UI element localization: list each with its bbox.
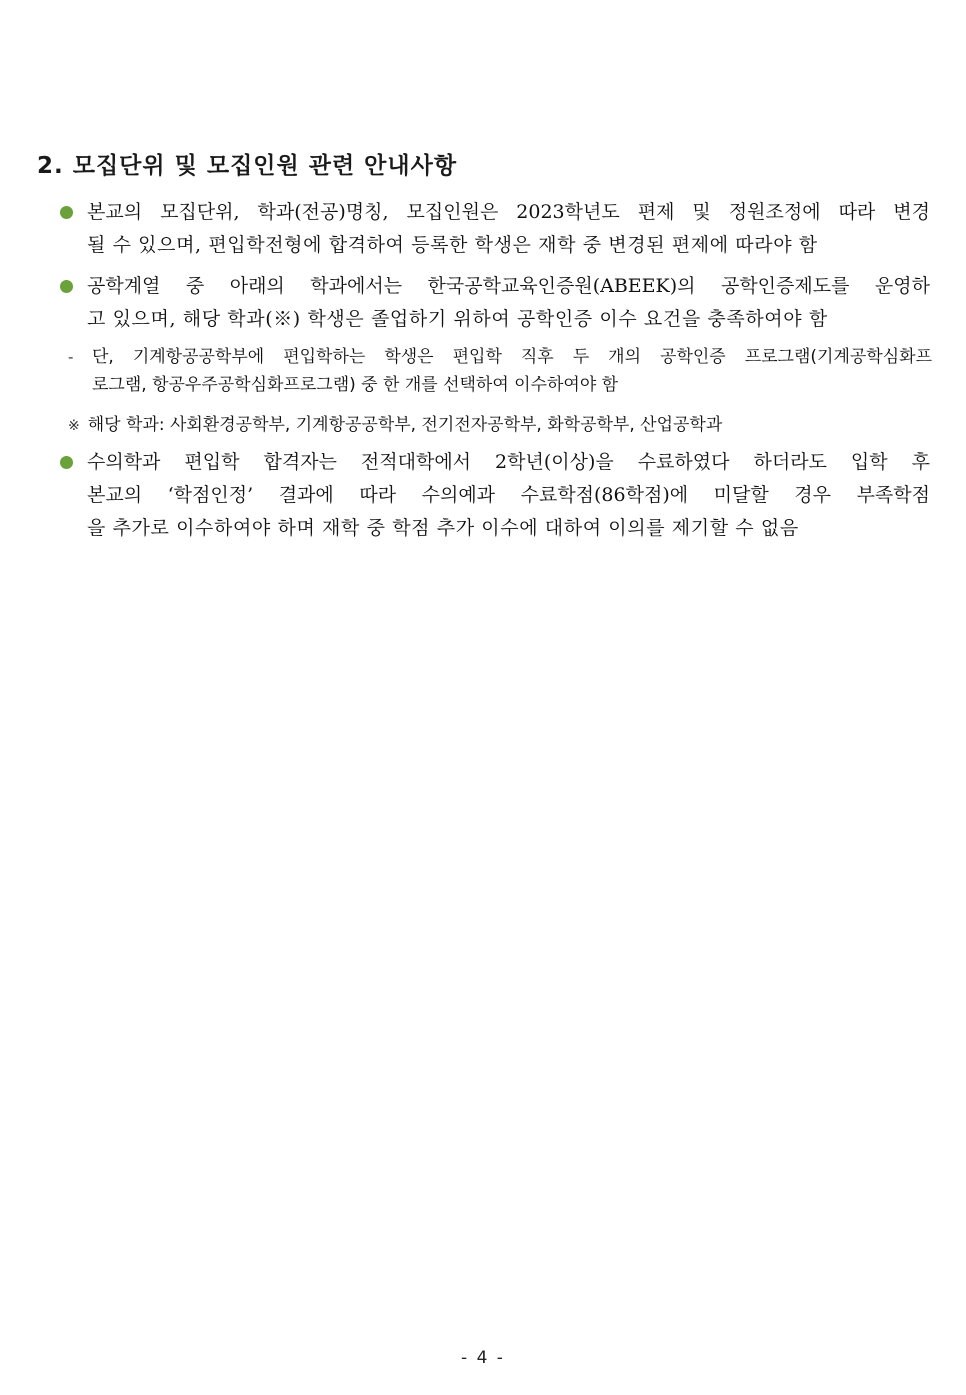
bullet-line: 고 있으며, 해당 학과(※) 학생은 졸업하기 위하여 공학인증 이수 요건을 충족하여야 함: [87, 308, 828, 330]
green-bullet-icon: [60, 206, 73, 219]
green-bullet-icon: [60, 280, 73, 293]
dash-marker: -: [68, 348, 74, 366]
bullet-line: 본교의 ‘학점인정’ 결과에 따라 수의예과 수료학점(86학점)에 미달할 경우 부족학점: [87, 484, 930, 506]
bullet-line: 될 수 있으며, 편입학전형에 합격하여 등록한 학생은 재학 중 변경된 편제에 따라야 함: [87, 234, 818, 256]
sub-note-line: 로그램, 항공우주공학심화프로그램) 중 한 개를 선택하여 이수하여야 함: [92, 375, 619, 395]
page-number: - 4 -: [461, 1348, 505, 1368]
bullet-line: 을 추가로 이수하여야 하며 재학 중 학점 추가 이수에 대하여 이의를 제기할 수 없음: [87, 517, 799, 539]
bullet-line: 수의학과 편입학 합격자는 전적대학에서 2학년(이상)을 수료하였다 하더라도 입학 후: [87, 451, 930, 473]
bullet-line: 공학계열 중 아래의 학과에서는 한국공학교육인증원(ABEEK)의 공학인증제도를 운영하: [87, 275, 930, 297]
reference-mark-icon: ※: [68, 418, 80, 434]
sub-note-line: 단, 기계항공공학부에 편입학하는 학생은 편입학 직후 두 개의 공학인증 프로그램(기계공학심화프: [92, 347, 932, 367]
footnote-text: 해당 학과: 사회환경공학부, 기계항공공학부, 전기전자공학부, 화학공학부, 산업공학과: [87, 415, 723, 435]
footnote: [68, 413, 722, 439]
bullet-line: 본교의 모집단위, 학과(전공)명칭, 모집인원은 2023학년도 편제 및 정원조정에 따라 변경: [87, 201, 930, 223]
section-title: 2. 모집단위 및 모집인원 관련 안내사항: [37, 153, 458, 179]
green-bullet-icon: [60, 456, 73, 469]
